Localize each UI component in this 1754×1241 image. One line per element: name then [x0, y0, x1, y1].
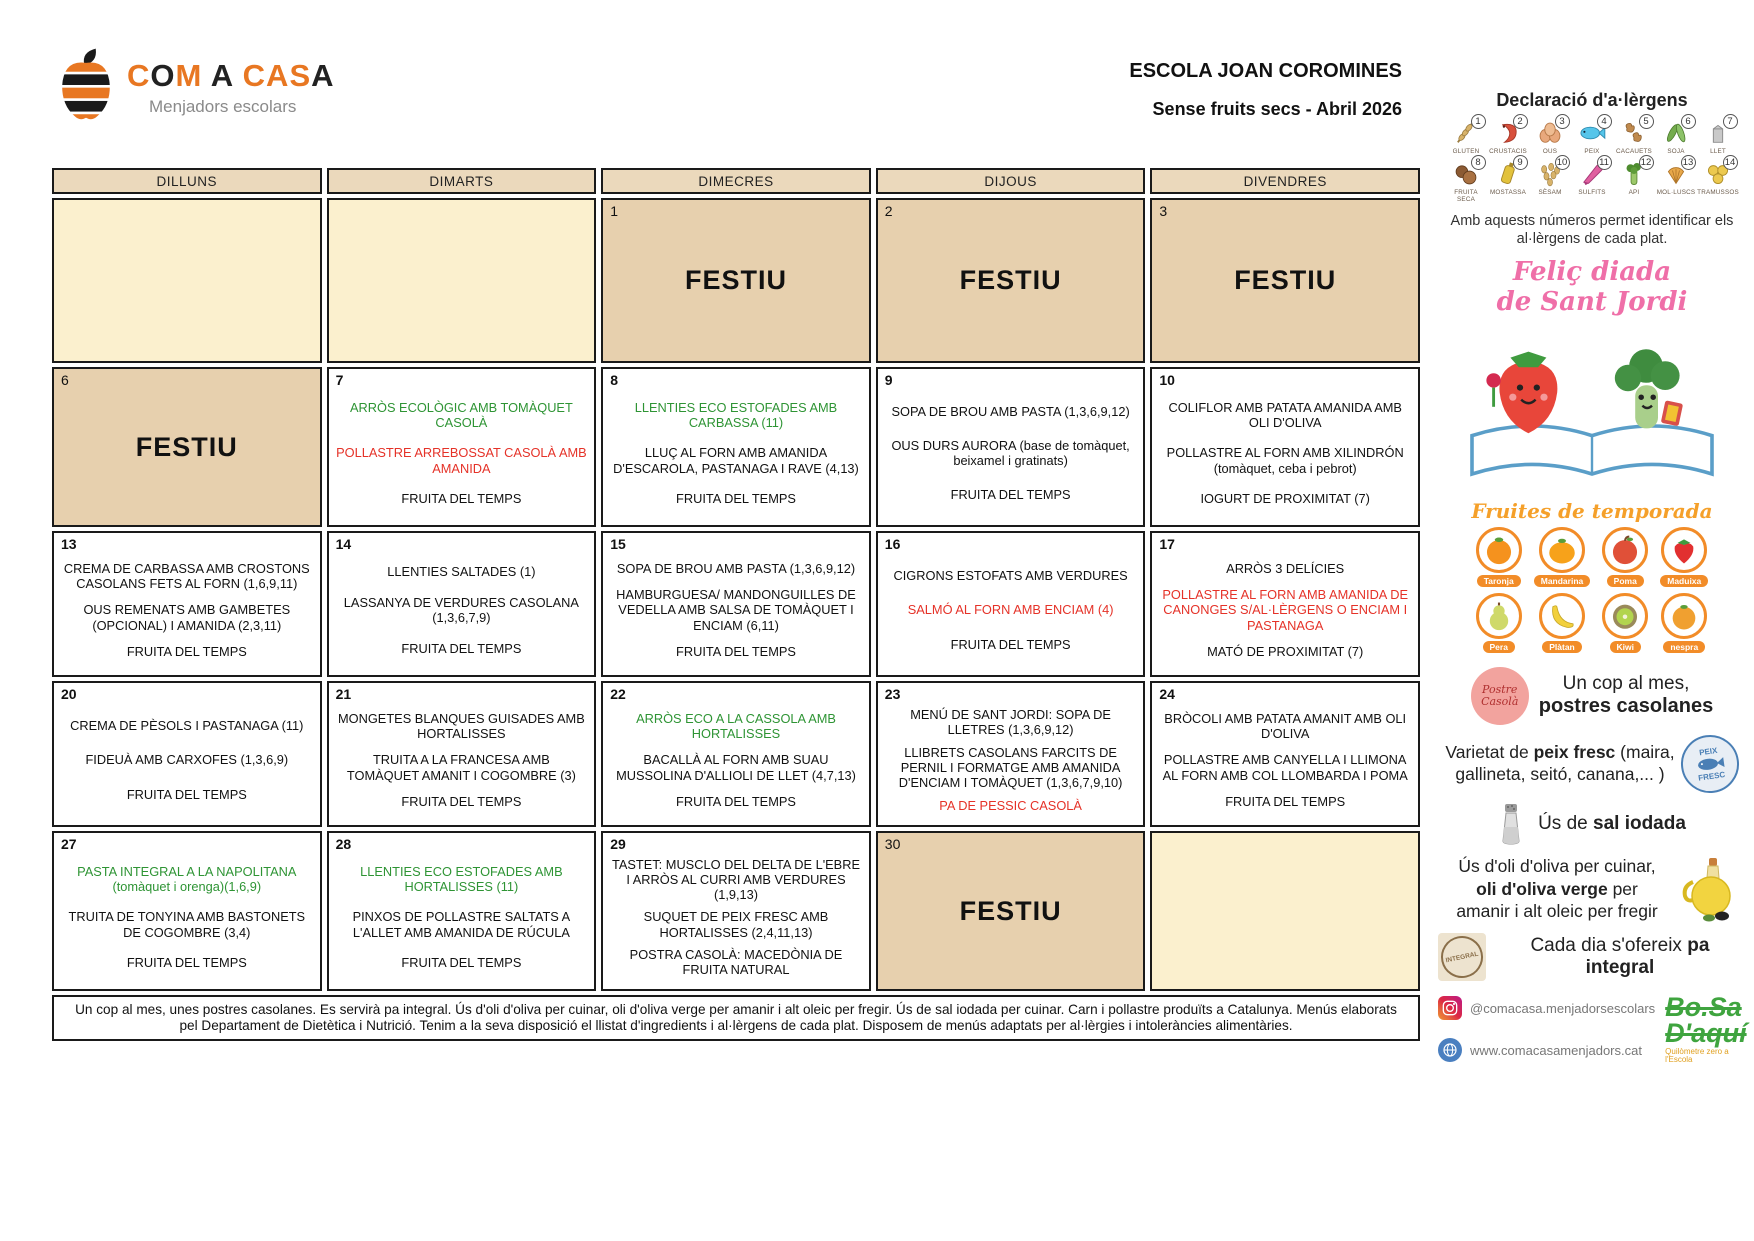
- menu-item: TASTET: MUSCLO DEL DELTA DE L'EBRE I ARRÒS AL CURRI AMB VERDURES (1,9,13): [611, 856, 860, 902]
- oli-bold: oli d'oliva verge: [1476, 878, 1608, 899]
- calendar-weeks: [52, 198, 1420, 991]
- festiu-cell: [52, 367, 322, 527]
- festiu-label: FESTIU: [684, 265, 787, 295]
- sant-jordi-line2: de Sant Jordi: [1496, 286, 1688, 317]
- menu-item: OUS DURS AURORA (base de tomàquet, beixamel i gratinats): [891, 437, 1130, 468]
- allergen-peix: [1573, 116, 1612, 156]
- allergen-mostassa: [1489, 156, 1528, 204]
- festiu-cell: [876, 198, 1146, 363]
- menu-item: FRUITA DEL TEMPS: [676, 644, 796, 660]
- allergen-llet: [1699, 116, 1738, 156]
- sant-jordi-line1: Feliç diada: [1512, 257, 1672, 288]
- allergen-crustacis: [1489, 116, 1528, 156]
- postres-text: [1539, 673, 1714, 718]
- maduixa-icon: [1667, 533, 1701, 567]
- menu-day-cell: [327, 367, 597, 527]
- day-number: 8: [610, 372, 618, 388]
- menu-item: COLIFLOR AMB PATATA AMANIDA AMB OLI D'OLIVA: [1168, 400, 1402, 431]
- menu-item: LASSANYA DE VERDURES CASOLANA (1,3,6,7,9): [343, 594, 579, 625]
- school-header: [1129, 60, 1402, 120]
- allergens-title: Declaració d'a·lèrgens: [1496, 90, 1688, 110]
- fruit-grid: [1476, 527, 1709, 653]
- day-number: 28: [335, 836, 352, 852]
- menu-item: FRUITA DEL TEMPS: [401, 490, 522, 506]
- festiu-label: FESTIU: [135, 431, 238, 462]
- peix-text-pre: Varietat de: [1445, 741, 1534, 762]
- day-headers: [52, 168, 1420, 194]
- fruit-ring: [1476, 527, 1522, 573]
- footer-note: Un cop al mes, unes postres casolanes. Es servirà pa integral. Ús d'oli d'oliva per cuinar, oli d'oliva verge per amanir i alt oleic per fregir. Ús de sal iodada per cuinar. Carn i pollastre produïts a Catalunya. Menús elaborats pel Departament de Dietètica i Nutrició. Tenim a la seva disposició el llistat d'ingredients i al·lèrgens de cada plat. Disposem de menús adaptats per al·lèrgies i intoleràncies alimentàries.: [52, 995, 1420, 1041]
- fruit-label: nespra: [1663, 641, 1705, 653]
- taronja-icon: [1482, 533, 1516, 567]
- menu-day-cell: [327, 531, 597, 677]
- fruit-label: Pera: [1483, 641, 1515, 653]
- oli-block: [1447, 855, 1737, 923]
- oli-text: [1447, 855, 1667, 923]
- allergen-label: PEIX: [1584, 148, 1600, 155]
- day-number: 23: [884, 686, 901, 702]
- allergen-label: MOL·LUSCS: [1656, 188, 1696, 196]
- peix-text-bold: peix fresc: [1533, 741, 1616, 762]
- menu-day-cell: [327, 681, 597, 827]
- allergen-number: 9: [1513, 155, 1528, 170]
- oli-line1: Ús d'oli d'oliva per cuinar,: [1458, 855, 1656, 876]
- postres-line1: Un cop al mes,: [1562, 673, 1690, 695]
- menu-day-cell: [1150, 367, 1420, 527]
- menu-item: PINXOS DE POLLASTRE SALTATS A L'ALLET AMB AMANIDA DE RÚCULA: [352, 909, 571, 940]
- day-number: 30: [884, 836, 901, 852]
- peix-text-post: (maira, gallineta, seitó, canana,... ): [1455, 741, 1675, 784]
- menu-item: PA DE PESSIC CASOLÀ: [939, 798, 1082, 814]
- fruit-label: Mandarina: [1534, 575, 1591, 587]
- menu-day-cell: [1150, 531, 1420, 677]
- allergen-sulfits: [1573, 156, 1612, 204]
- website-link[interactable]: [1438, 1038, 1655, 1062]
- calendar: [52, 168, 1420, 1041]
- menu-item: LLENTIES SALTADES (1): [387, 564, 536, 580]
- menu-item: FRUITA DEL TEMPS: [676, 794, 796, 810]
- brand-logo: [55, 46, 335, 124]
- empty-cell: [1150, 831, 1420, 991]
- fruit-ring: [1539, 527, 1585, 573]
- menu-item: TRUITA A LA FRANCESA AMB TOMÀQUET AMANIT I COGOMBRE (3): [346, 752, 576, 783]
- allergen-label: TRAMUSSOS: [1697, 188, 1739, 196]
- day-number: 20: [61, 686, 77, 702]
- allergen-number: 2: [1513, 114, 1528, 129]
- menu-item: ARRÒS 3 DELÍCIES: [1226, 560, 1345, 576]
- allergen-label: LLET: [1710, 148, 1726, 155]
- allergen-sesam: [1531, 156, 1570, 204]
- fruit-mandarina: [1534, 527, 1591, 587]
- day-number: 22: [610, 686, 626, 702]
- festiu-label: FESTIU: [1234, 265, 1337, 295]
- instagram-icon: [1438, 996, 1462, 1020]
- peix-stamp-bottom: FRESC: [1697, 769, 1726, 783]
- web-icon: [1438, 1038, 1462, 1062]
- menu-item: MATÓ DE PROXIMITAT (7): [1207, 644, 1364, 660]
- allergen-soja: [1657, 116, 1696, 156]
- allergen-number: 11: [1597, 155, 1612, 170]
- day-number: 7: [335, 372, 344, 388]
- school-name: ESCOLA JOAN COROMINES: [1129, 60, 1402, 82]
- menu-day-cell: [601, 831, 871, 991]
- menu-item: LLUÇ AL FORN AMB AMANIDA D'ESCAROLA, PASTANAGA I RAVE (4,13): [613, 445, 859, 476]
- allergen-grid: [1442, 116, 1742, 204]
- menu-item: FRUITA DEL TEMPS: [401, 794, 522, 810]
- allergen-number: 14: [1723, 155, 1738, 170]
- day-number: 1: [610, 203, 618, 219]
- menu-item: ARRÒS ECOLÒGIC AMB TOMÀQUET CASOLÀ: [349, 400, 573, 431]
- allergen-label: OUS: [1542, 148, 1558, 155]
- postre-casola-badge: [1471, 667, 1529, 725]
- nespra-icon: [1667, 599, 1701, 633]
- fruit-kiwi: [1602, 593, 1648, 653]
- pa-text-bold: pa integral: [1585, 935, 1710, 979]
- allergen-label: SÈSAM: [1538, 188, 1562, 196]
- allergen-tramussos: [1697, 156, 1739, 204]
- menu-item: POLLASTRE AL FORN AMB AMANIDA DE CANONGES S/AL·LÈRGENS O ENCIAM I PASTANAGA: [1162, 587, 1408, 633]
- salt-shaker-icon: [1498, 803, 1524, 845]
- allergen-number: 4: [1597, 114, 1612, 129]
- fruit-platan: [1534, 593, 1591, 653]
- day-number: 14: [335, 536, 352, 552]
- menu-item: FRUITA DEL TEMPS: [126, 954, 247, 970]
- menu-item: FRUITA DEL TEMPS: [950, 636, 1071, 652]
- day-header: DIJOUS: [876, 168, 1146, 194]
- pa-text-pre: Cada dia s'ofereix: [1530, 935, 1688, 957]
- menu-item: SALMÓ AL FORN AMB ENCIAM (4): [907, 602, 1114, 618]
- day-header: DIVENDRES: [1150, 168, 1420, 194]
- menu-day-cell: [1150, 681, 1420, 827]
- menu-item: POLLASTRE ARREBOSSAT CASOLÀ AMB AMANIDA: [336, 445, 587, 476]
- menu-item: LLIBRETS CASOLANS FARCITS DE PERNIL I FORMATGE AMB AMANIDA D'ENCIAM I TOMÀQUET (1,3,6,7,9,10): [898, 744, 1123, 791]
- peix-fresc-stamp: [1677, 731, 1743, 797]
- menu-item: HAMBURGUESA/ MANDONGUILLES DE VEDELLA AMB SALSA DE TOMÀQUET I ENCIAM (6,11): [616, 587, 856, 633]
- pa-text: [1494, 935, 1746, 979]
- day-header: DIMARTS: [327, 168, 597, 194]
- menu-day-cell: [601, 531, 871, 677]
- allergen-gluten: [1447, 116, 1486, 156]
- allergen-number: 3: [1555, 114, 1570, 129]
- fruit-label: Kiwi: [1610, 641, 1641, 653]
- allergen-label: CRUSTACIS: [1489, 148, 1527, 155]
- festiu-cell: [601, 198, 871, 363]
- mandarina-icon: [1545, 533, 1579, 567]
- day-number: 24: [1159, 686, 1175, 702]
- platan-icon: [1545, 599, 1579, 633]
- fruit-ring: [1602, 593, 1648, 639]
- day-number: 15: [610, 536, 626, 552]
- menu-item: FRUITA DEL TEMPS: [126, 786, 247, 802]
- empty-cell: [327, 198, 597, 363]
- menu-item: LLENTIES ECO ESTOFADES AMB CARBASSA (11): [634, 400, 838, 431]
- brand-subtitle: Menjadors escolars: [149, 97, 297, 116]
- allergen-number: 7: [1723, 114, 1738, 129]
- menu-item: OUS REMENATS AMB GAMBETES (OPCIONAL) I AMANIDA (2,3,11): [83, 602, 291, 633]
- sal-text-bold: sal iodada: [1593, 812, 1686, 834]
- bosa-line1: Bo.Sa: [1665, 992, 1742, 1023]
- menu-day-cell: [601, 367, 871, 527]
- day-number: 27: [61, 836, 77, 852]
- postres-block: [1471, 667, 1714, 725]
- fruit-label: Plàtan: [1542, 641, 1582, 653]
- day-header: DIMECRES: [601, 168, 871, 194]
- fruit-ring: [1661, 527, 1707, 573]
- menu-item: LLENTIES ECO ESTOFADES AMB HORTALISSES (11): [360, 864, 563, 895]
- allergen-number: 1: [1471, 114, 1486, 129]
- allergen-label: API: [1628, 188, 1640, 196]
- menu-item: POSTRA CASOLÀ: MACEDÒNIA DE FRUITA NATURAL: [629, 947, 843, 978]
- allergen-number: 6: [1681, 114, 1696, 129]
- fruit-label: Taronja: [1477, 575, 1521, 587]
- postre-badge-line2: Casolà: [1481, 694, 1519, 708]
- bosa-daqui-logo: [1665, 992, 1747, 1064]
- menu-day-cell: [52, 831, 322, 991]
- olive-oil-icon: [1675, 856, 1737, 922]
- social-block: [1438, 992, 1747, 1064]
- allergen-label: MOSTASSA: [1489, 188, 1527, 196]
- menu-item: POLLASTRE AL FORN AMB XILINDRÓN (tomàquet, ceba i pebrot): [1166, 445, 1404, 476]
- menu-day-cell: [876, 681, 1146, 827]
- menu-item: POLLASTRE AMB CANYELLA I LLIMONA AL FORN AMB COL LLOMBARDA I POMA: [1162, 752, 1408, 783]
- allergen-fruita-seca: [1447, 156, 1486, 204]
- pa-integral-stamp: [1438, 933, 1486, 981]
- menu-item: MONGETES BLANQUES GUISADES AMB HORTALISSES: [338, 710, 585, 741]
- allergen-number: 10: [1555, 155, 1570, 170]
- festiu-label: FESTIU: [959, 265, 1062, 295]
- allergen-ous: [1531, 116, 1570, 156]
- sal-text-pre: Ús de: [1538, 812, 1593, 834]
- menu-item: FRUITA DEL TEMPS: [126, 644, 247, 660]
- allergen-api: [1615, 156, 1654, 204]
- allergen-label: SULFITS: [1578, 188, 1606, 196]
- menu-item: IOGURT DE PROXIMITAT (7): [1200, 490, 1370, 506]
- menu-item: FRUITA DEL TEMPS: [676, 490, 796, 506]
- fruit-taronja: [1476, 527, 1522, 587]
- menu-item: SOPA DE BROU AMB PASTA (1,3,6,9,12): [891, 403, 1130, 419]
- pa-stamp-label: INTEGRAL: [1437, 932, 1487, 982]
- poma-icon: [1608, 533, 1642, 567]
- festiu-cell: [876, 831, 1146, 991]
- menu-item: CREMA DE CARBASSA AMB CROSTONS CASOLANS FETS AL FORN (1,6,9,11): [63, 560, 310, 591]
- day-number: 29: [610, 836, 626, 852]
- oli-line3: amanir i alt oleic per fregir: [1456, 901, 1658, 922]
- day-number: 2: [884, 203, 893, 219]
- bosa-line2: D'aquí: [1665, 1017, 1747, 1048]
- fruit-pera: [1476, 593, 1522, 653]
- allergens-note: Amb aquests números permet identificar els al·lèrgens de cada plat.: [1450, 212, 1734, 247]
- menu-item: FRUITA DEL TEMPS: [950, 487, 1071, 502]
- sal-iodada-block: [1498, 803, 1686, 845]
- fruit-maduixa: [1660, 527, 1708, 587]
- festiu-label: FESTIU: [959, 895, 1062, 926]
- menu-item: SOPA DE BROU AMB PASTA (1,3,6,9,12): [616, 560, 856, 576]
- allergen-label: CACAUETS: [1616, 148, 1652, 155]
- allergen-label: GLUTEN: [1452, 148, 1480, 155]
- menu-item: ARRÒS ECO A LA CASSOLA AMB HORTALISSES: [636, 710, 836, 741]
- allergen-number: 13: [1681, 155, 1696, 170]
- instagram-handle: @comacasa.menjadorsescolars: [1470, 1000, 1656, 1016]
- menu-item: TRUITA DE TONYINA AMB BASTONETS DE COGOMBRE (3,4): [68, 909, 306, 940]
- day-header: DILLUNS: [52, 168, 322, 194]
- menu-item: CREMA DE PÈSOLS I PASTANAGA (11): [70, 718, 304, 734]
- pera-icon: [1482, 599, 1516, 633]
- peix-fresc-block: [1445, 735, 1739, 793]
- postres-line2: postres casolanes: [1538, 695, 1714, 718]
- peix-stamp-top: PEIX: [1698, 745, 1718, 758]
- fruits-title: Fruites de temporada: [1471, 498, 1713, 523]
- menu-item: PASTA INTEGRAL A LA NAPOLITANA (tomàquet i orenga)(1,6,9): [77, 864, 297, 895]
- sidebar: [1438, 90, 1746, 1064]
- oli-post: per: [1607, 878, 1638, 899]
- fruit-nespra: [1660, 593, 1708, 653]
- menu-item: BRÒCOLI AMB PATATA AMANIT AMB OLI D'OLIVA: [1164, 710, 1407, 741]
- day-number: 6: [61, 372, 69, 388]
- allergen-number: 5: [1639, 114, 1654, 129]
- fruit-label: Poma: [1607, 575, 1644, 587]
- allergen-molluscs: [1656, 156, 1696, 204]
- menu-subtitle: Sense fruits secs - Abril 2026: [1152, 99, 1402, 119]
- menu-day-cell: [52, 531, 322, 677]
- allergen-label: FRUITA SECA: [1454, 188, 1478, 203]
- menu-day-cell: [601, 681, 871, 827]
- sant-jordi-illustration: [1449, 318, 1735, 486]
- peix-fresc-text: [1445, 742, 1675, 786]
- empty-cell: [52, 198, 322, 363]
- pa-integral-block: [1438, 933, 1746, 981]
- fruit-ring: [1661, 593, 1707, 639]
- allergen-cacauets: [1615, 116, 1654, 156]
- day-number: 16: [884, 536, 901, 552]
- menu-day-cell: [876, 531, 1146, 677]
- allergen-number: 12: [1639, 155, 1654, 170]
- menu-item: FRUITA DEL TEMPS: [401, 954, 522, 970]
- sant-jordi-banner: [1449, 258, 1735, 491]
- fruit-poma: [1602, 527, 1648, 587]
- allergen-label: SOJA: [1667, 148, 1685, 155]
- menu-day-cell: [876, 367, 1146, 527]
- instagram-link[interactable]: [1438, 996, 1655, 1020]
- website-url: www.comacasamenjadors.cat: [1470, 1042, 1642, 1058]
- menu-day-cell: [327, 831, 597, 991]
- allergen-number: 8: [1471, 155, 1486, 170]
- menu-item: MENÚ DE SANT JORDI: SOPA DE LLETRES (1,3,6,9,12): [910, 706, 1111, 737]
- menu-item: FIDEUÀ AMB CARXOFES (1,3,6,9): [85, 752, 289, 768]
- apple-logo-icon: [55, 46, 117, 124]
- sal-text: [1538, 813, 1686, 835]
- festiu-cell: [1150, 198, 1420, 363]
- day-number: 10: [1159, 372, 1175, 388]
- fruit-ring: [1476, 593, 1522, 639]
- brand-wordmark: COM A CASA: [127, 58, 335, 93]
- day-number: 13: [61, 536, 77, 552]
- day-number: 3: [1159, 203, 1168, 219]
- day-number: 17: [1159, 536, 1175, 552]
- fruit-label: Maduixa: [1660, 575, 1708, 587]
- bosa-tagline: Quilòmetre zero a l'Escola: [1665, 1047, 1729, 1064]
- day-number: 21: [335, 686, 352, 702]
- menu-day-cell: [52, 681, 322, 827]
- menu-item: CIGRONS ESTOFATS AMB VERDURES: [893, 568, 1128, 584]
- menu-item: FRUITA DEL TEMPS: [401, 640, 522, 656]
- menu-item: SUQUET DE PEIX FRESC AMB HORTALISSES (2,4,11,13): [643, 909, 829, 940]
- menu-item: FRUITA DEL TEMPS: [1225, 794, 1346, 810]
- day-number: 9: [884, 372, 893, 388]
- kiwi-icon: [1608, 599, 1642, 633]
- postre-badge-line1: Postre: [1482, 682, 1518, 696]
- fruit-ring: [1602, 527, 1648, 573]
- menu-item: BACALLÀ AL FORN AMB SUAU MUSSOLINA D'ALLIOLI DE LLET (4,7,13): [616, 752, 856, 783]
- fruit-ring: [1539, 593, 1585, 639]
